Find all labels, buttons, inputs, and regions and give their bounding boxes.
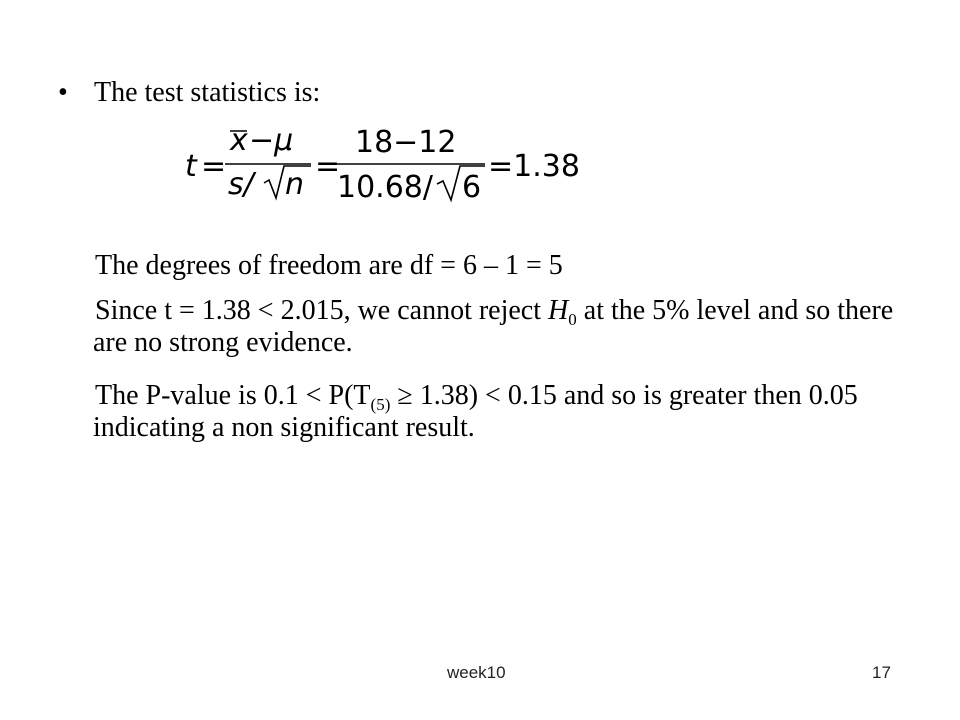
- pvalue-df-sub: (5): [370, 395, 391, 414]
- t-statistic-formula: [185, 123, 585, 208]
- pvalue-part2: ≥ 1.38) < 0.15 and so is greater then 0.05 indicating a non significant result.: [93, 380, 858, 443]
- formula-n: n: [285, 167, 305, 202]
- formula-eq1: =: [201, 149, 227, 184]
- bullet-row: [58, 76, 320, 110]
- formula-minus-mu: −μ: [249, 123, 294, 158]
- formula-xbar: x: [230, 123, 248, 158]
- formula-lhs: t: [185, 149, 197, 184]
- formula-six: 6: [462, 170, 482, 205]
- df-text: The degrees of freedom are df = 6 – 1 = 5: [95, 250, 563, 281]
- pvalue-paragraph: [93, 380, 913, 444]
- footer-week: week10: [447, 663, 506, 682]
- formula-eq2: =: [315, 149, 341, 184]
- bullet-dot: •: [58, 77, 68, 108]
- null-hypothesis-h: H: [548, 295, 569, 326]
- decision-part2: at the 5% level and so there are no strong evidence.: [93, 295, 894, 358]
- null-hypothesis-sub: 0: [568, 310, 577, 329]
- degrees-of-freedom-line: [93, 250, 913, 282]
- formula-num2: 18−12: [355, 125, 457, 160]
- bullet-text: The test statistics is:: [94, 77, 321, 108]
- pvalue-part1: The P-value is 0.1 < P(T: [95, 380, 371, 411]
- formula-result: =1.38: [488, 149, 580, 184]
- formula-s-slash: s/: [228, 167, 254, 202]
- decision-paragraph: [93, 295, 913, 359]
- footer-page-number: 17: [872, 663, 891, 682]
- decision-part1: Since t = 1.38 < 2.015, we cannot reject: [95, 295, 549, 326]
- formula-den2: 10.68/: [337, 170, 433, 205]
